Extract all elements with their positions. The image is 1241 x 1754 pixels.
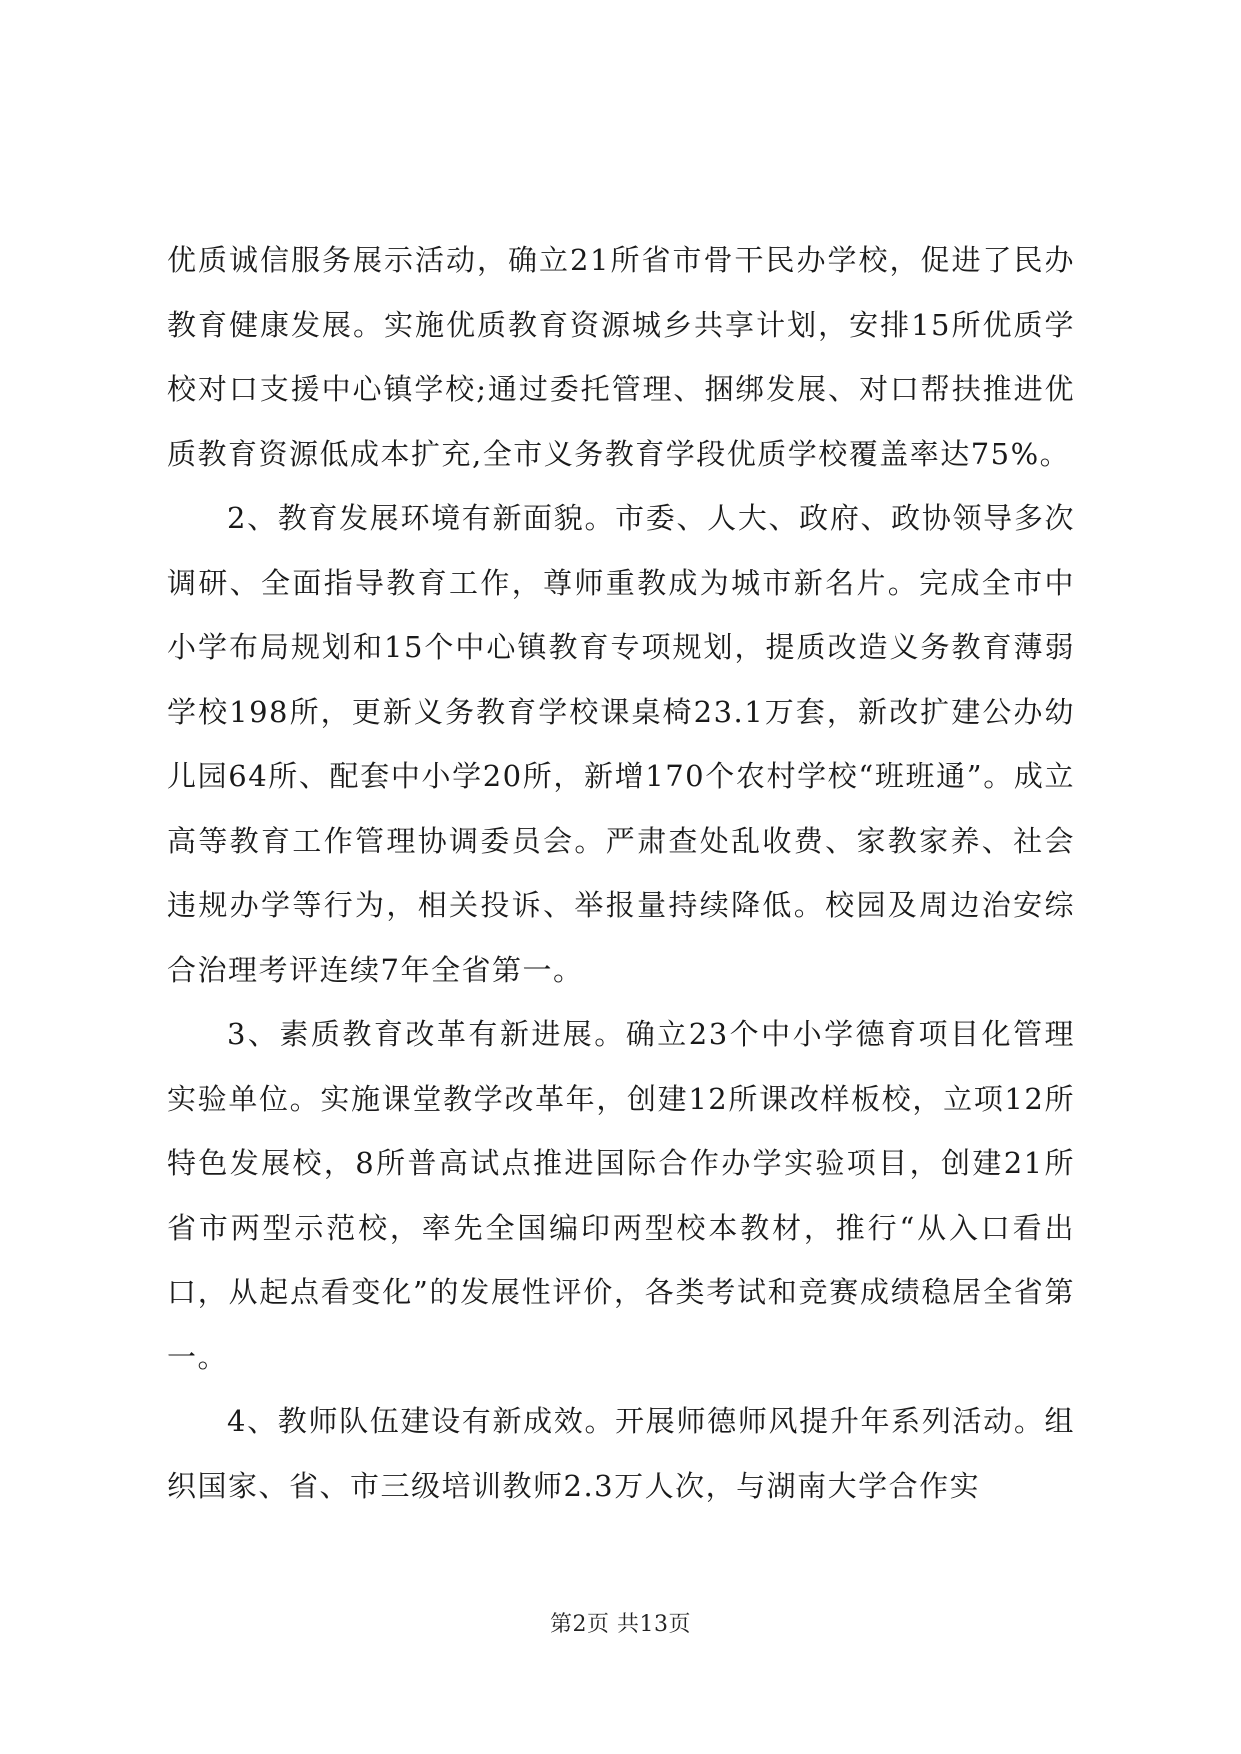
paragraph-item-4: 4、教师队伍建设有新成效。开展师德师风提升年系列活动。组织国家、省、市三级培训教师2.3万人次，与湖南大学合作实 (167, 1404, 1075, 1503)
paragraph-item-3: 3、素质教育改革有新进展。确立23个中小学德育项目化管理实验单位。实施课堂教学改革年，创建12所课改样板校，立项12所特色发展校，8所普高试点推进国际合作办学实验项目，创建21所省市两型示范校，率先全国编印两型校本教材，推行“从入口看出口，从起点看变化”的发展性评价，各类考试和竞赛成绩稳居全省第一。 (167, 1017, 1075, 1374)
page-number-footer: 第2页 共13页 (550, 1612, 691, 1637)
document-body (167, 228, 1075, 1518)
paragraph-item-2: 2、教育发展环境有新面貌。市委、人大、政府、政协领导多次调研、全面指导教育工作，尊师重教成为城市新名片。完成全市中小学布局规划和15个中心镇教育专项规划，提质改造义务教育薄弱学校198所，更新义务教育学校课桌椅23.1万套，新改扩建公办幼儿园64所、配套中小学20所，新增170个农村学校“班班通”。成立高等教育工作管理协调委员会。严肃查处乱收费、家教家养、社会违规办学等行为，相关投诉、举报量持续降低。校园及周边治安综合治理考评连续7年全省第一。 (167, 501, 1075, 987)
paragraph-continuation: 优质诚信服务展示活动，确立21所省市骨干民办学校，促进了民办教育健康发展。实施优质教育资源城乡共享计划，安排15所优质学校对口支援中心镇学校;通过委托管理、捆绑发展、对口帮扶推进优质教育资源低成本扩充,全市义务教育学段优质学校覆盖率达75%。 (167, 243, 1075, 471)
